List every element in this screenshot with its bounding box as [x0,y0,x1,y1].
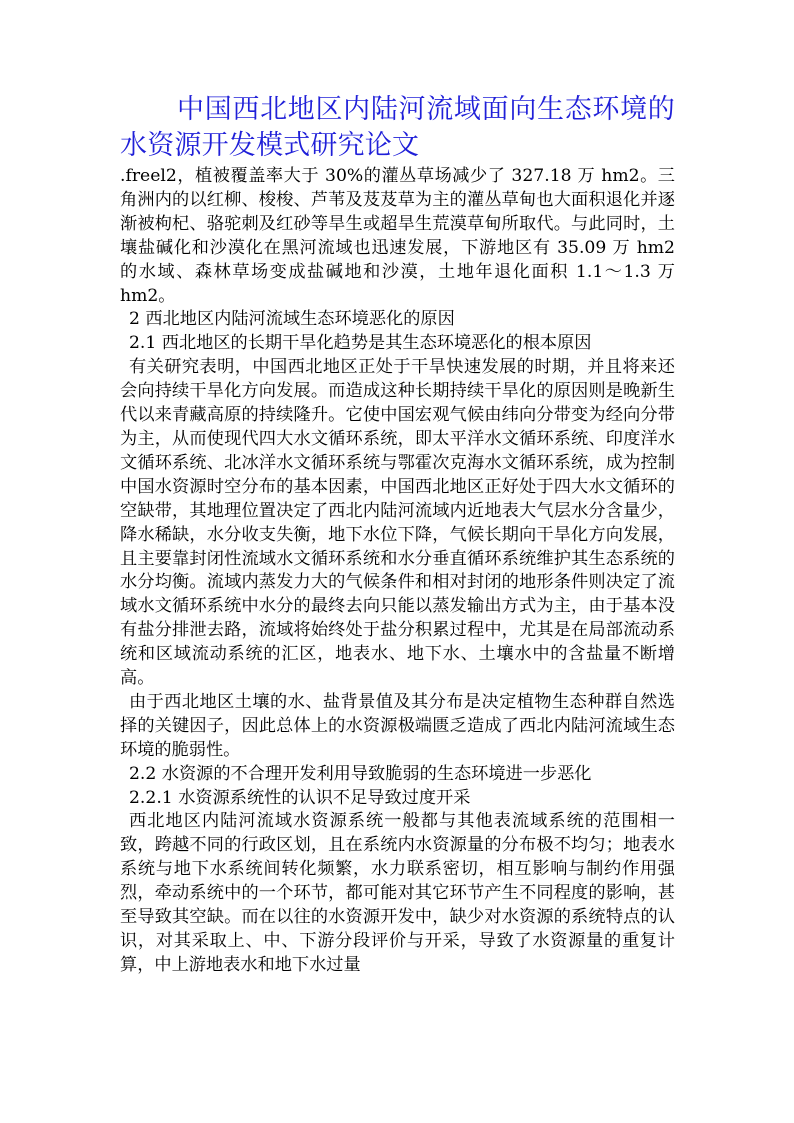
fragility-paragraph: 由于西北地区土壤的水、盐背景值及其分布是决定植物生态种群自然选择的关键因子，因此总体上的水资源极端匮乏造成了西北内陆河流域生态环境的脆弱性。 [120,691,675,760]
document-page [120,92,675,978]
drought-cause-paragraph: 有关研究表明，中国西北地区正处于干旱快速发展的时期，并且将来还会向持续干旱化方向发展。而造成这种长期持续干旱化的原因则是晚新生代以来青藏高原的持续隆升。它使中国宏观气候由纬向分带变为经向分带为主，从而使现代四大水文循环系统，即太平洋水文循环系统、印度洋水文循环系统、北冰洋水文循环系统与鄂霍次克海水文循环系统，成为控制中国水资源时空分布的基本因素，中国西北地区正好处于四大水文循环的空缺带，其地理位置决定了西北内陆河流域内近地表大气层水分含量少，降水稀缺，水分收支失衡，地下水位下降，气候长期向干旱化方向发展，且主要靠封闭性流域水文循环系统和水分垂直循环系统维护其生态系统的水分均衡。流域内蒸发力大的气候条件和相对封闭的地形条件则决定了流域水文循环系统中水分的最终去向只能以蒸发输出方式为主，由于基本没有盐分排泄去路，流域将始终处于盐分积累过程中，尤其是在局部流动系统和区域流动系统的汇区，地表水、地下水、土壤水中的含盐量不断增高。 [120,357,675,689]
intro-paragraph: .freel2，植被覆盖率大于 30%的灌丛草场减少了 327.18 万 hm2。三角洲内的以红柳、梭梭、芦苇及芨芨草为主的灌丛草甸也大面积退化并逐渐被枸杞、骆驼刺及红砂等旱生或超旱生荒漠草甸所取代。与此同时，土壤盐碱化和沙漠化在黑河流域也迅速发展，下游地区有 35.09 万 hm2 的水域、森林草场变成盐碱地和沙漠，土地年退化面积 1.1～1.3 万 hm2。 [120,166,675,306]
subsection-heading-2-2-1: 2.2.1 水资源系统性的认识不足导致过度开采 [129,787,471,808]
water-system-paragraph: 西北地区内陆河流域水资源系统一般都与其他表流域系统的范围相一致，跨越不同的行政区划，且在系统内水资源量的分布极不均匀；地表水系统与地下水系统间转化频繁，水力联系密切，相互影响与制约作用强烈，牵动系统中的一个环节，都可能对其它环节产生不同程度的影响，甚至导致其空缺。而在以往的水资源开发中，缺少对水资源的系统特点的认识，对其采取上、中、下游分段评价与开采，导致了水资源量的重复计算，中上游地表水和地下水过量 [120,811,675,975]
document-body [120,165,675,978]
section-heading-2: 2 西北地区内陆河流域生态环境恶化的原因 [129,309,455,330]
document-title: 中国西北地区内陆河流域面向生态环境的水资源开发模式研究论文 [120,94,675,161]
subsection-heading-2-1: 2.1 西北地区的长期干旱化趋势是其生态环境恶化的根本原因 [129,333,592,354]
subsection-heading-2-2: 2.2 水资源的不合理开发利用导致脆弱的生态环境进一步恶化 [129,763,592,784]
